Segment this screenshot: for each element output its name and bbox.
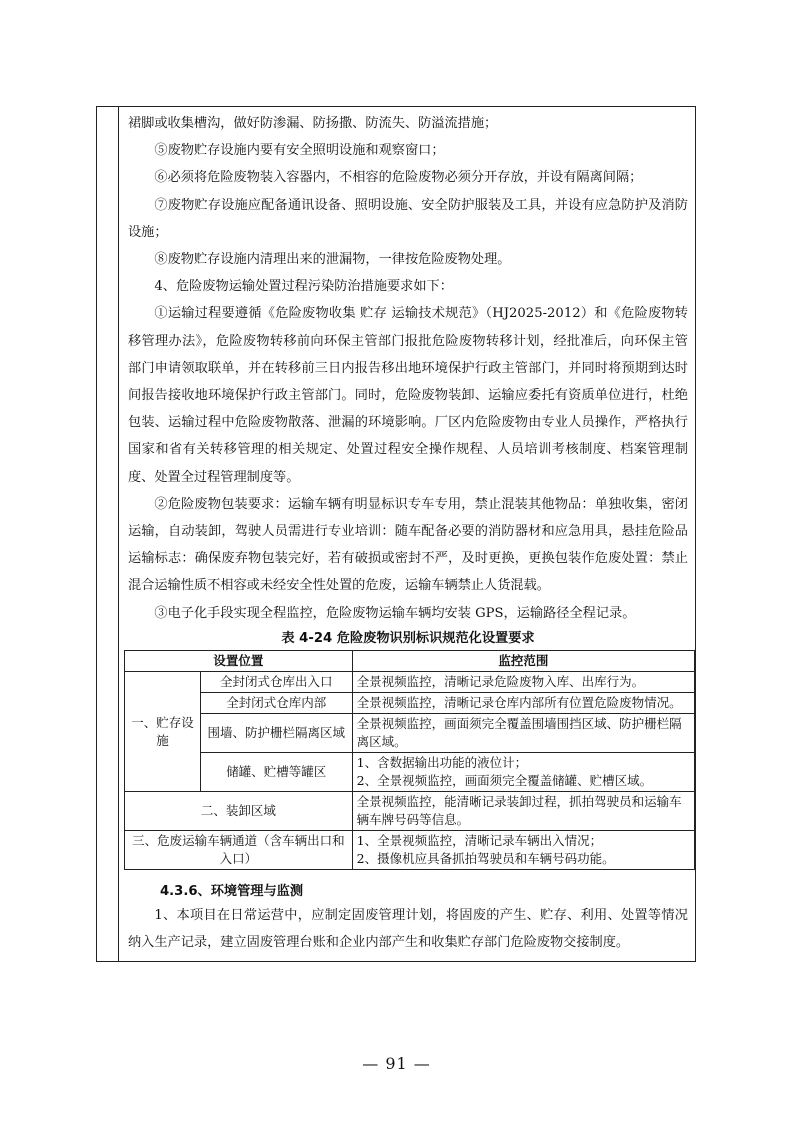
paragraph: 4、危险废物运输处置过程污染防治措施要求如下： [154, 279, 453, 295]
frame-left-column-divider [118, 106, 119, 962]
paragraph: ⑦废物贮存设施应配备通讯设备、照明设施、安全防护服装及工具，并设有应急防护及消防设施； [128, 197, 688, 240]
paragraph: ①运输过程要遵循《危险废物收集 贮存 运输技术规范》（HJ2025-2012）和《危险废物转移管理办法》，危险废物转移前向环保主管部门报批危险废物转移计划，经批准后，向环保主管部门申请领取联单，并在转移前三日内报告移出地环境保护行政主管部门，并同时将预期到达时间报告接收地环境保护行政主管部门。同时，危险废物装卸、运输应委托有资质单位进行，杜绝包装、运输过程中危险废物散落、泄漏的环境影响。厂区内危险废物由专业人员操作，严格执行国家和省有关转移管理的相关规定、处置过程安全操作规程、人员培训考核制度、档案管理制度、处置全过程管理制度等。 [128, 306, 688, 485]
table-row [125, 792, 695, 831]
scope-cell: 1、全景视频监控，清晰记录车辆出入情况； 2、摄像机应具备抓拍驾驶员和车辆号码功能。 [352, 831, 694, 870]
body-text [128, 110, 688, 649]
table-header-row [125, 651, 695, 672]
table-row [125, 714, 695, 753]
scope-cell: 1、含数据输出功能的液位计； 2、全景视频监控，画面须完全覆盖储罐、贮槽区域。 [352, 753, 694, 792]
table-row [125, 831, 695, 870]
location-cell: 储罐、贮槽等罐区 [200, 753, 352, 792]
header-location: 设置位置 [125, 651, 353, 672]
section-heading: 4.3.6、环境管理与监测 [160, 884, 304, 899]
scope-cell: 全景视频监控，能清晰记录装卸过程，抓拍驾驶员和运输车辆车牌号码等信息。 [352, 792, 694, 831]
location-cell: 全封闭式仓库出入口 [200, 672, 352, 693]
table-row [125, 753, 695, 792]
scope-cell: 全景视频监控，画面须完全覆盖围墙围挡区域、防护栅栏隔离区域。 [352, 714, 694, 753]
location-cell: 三、危废运输车辆通道（含车辆出口和入口） [125, 831, 353, 870]
group-label-storage: 一、贮存设施 [125, 672, 201, 792]
table-row [125, 672, 695, 693]
paragraph: 1、本项目在日常运营中，应制定固废管理计划，将固废的产生、贮存、利用、处置等情况纳入生产记录，建立固废管理台账和企业内部产生和收集贮存部门危险废物交接制度。 [128, 908, 688, 951]
monitoring-requirements-table [124, 650, 695, 870]
scope-cell: 全景视频监控，清晰记录危险废物入库、出库行为。 [352, 672, 694, 693]
paragraph: ⑧废物贮存设施内清理出来的泄漏物，一律按危险废物处理。 [154, 252, 511, 268]
paragraph: 裙脚或收集槽沟，做好防渗漏、防扬撒、防流失、防溢流措施； [128, 116, 498, 131]
location-cell: 围墙、防护栅栏隔离区域 [200, 714, 352, 753]
location-cell: 二、装卸区域 [125, 792, 353, 831]
table-caption: 表 4-24 危险废物识别标识规范化设置要求 [281, 630, 535, 646]
section-body [128, 902, 688, 956]
paragraph: ⑥必须将危险废物装入容器内，不相容的危险废物必须分开存放，并设有隔离间隔； [154, 170, 643, 186]
scope-cell: 全景视频监控，清晰记录仓库内部所有位置危险废物情况。 [352, 693, 694, 714]
paragraph: ⑤废物贮存设施内要有安全照明设施和观察窗口； [154, 143, 445, 159]
location-cell: 全封闭式仓库内部 [200, 693, 352, 714]
paragraph: ②危险废物包装要求：运输车辆有明显标识专车专用，禁止混装其他物品：单独收集，密闭运输，自动装卸，驾驶人员需进行专业培训：随车配备必要的消防器材和应急用具，悬挂危险品运输标志：确保废弃物包装完好，若有破损或密封不严，及时更换，更换包装作危废处置：禁止混合运输性质不相容或未经安全性处置的危废，运输车辆禁止人货混载。 [128, 496, 688, 594]
header-scope: 监控范围 [352, 651, 694, 672]
paragraph: ③电子化手段实现全程监控，危险废物运输车辆均安装 GPS，运输路径全程记录。 [154, 605, 636, 621]
page-number: — 91 — [362, 1054, 431, 1073]
table-row [125, 693, 695, 714]
